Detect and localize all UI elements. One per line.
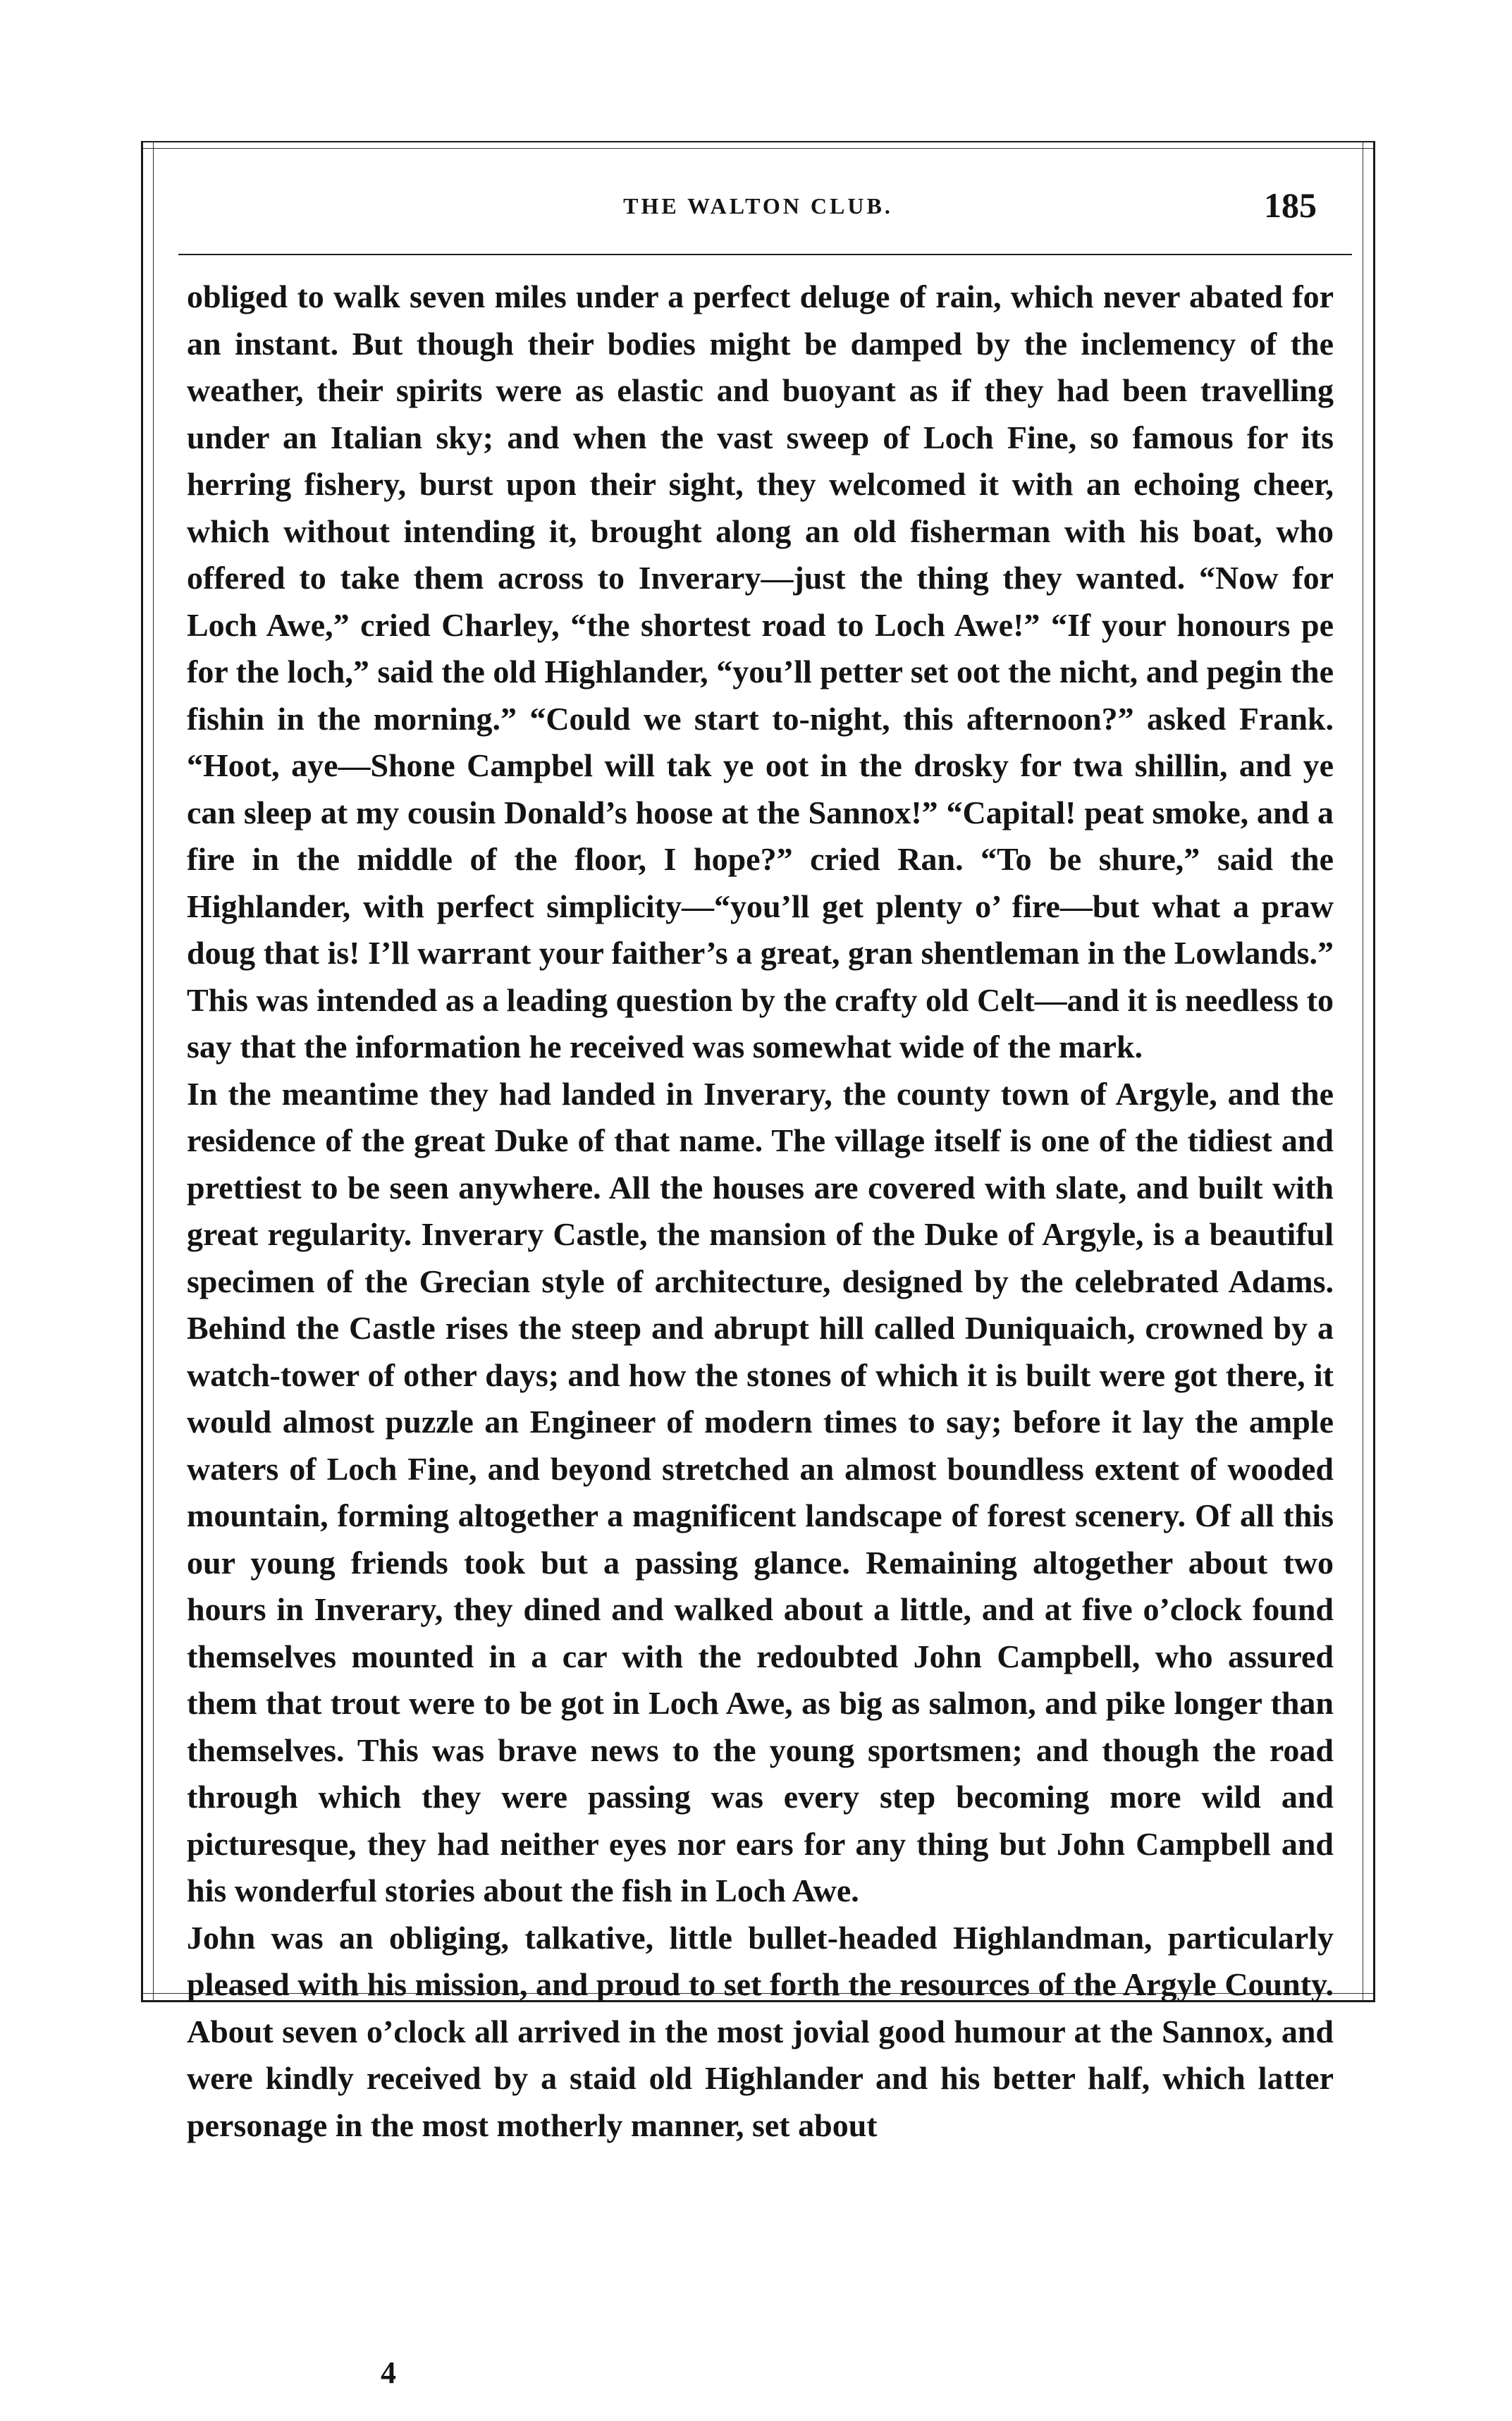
border-top-inner-rule: [143, 148, 1373, 149]
paragraph-2: In the meantime they had landed in Inverary, the county town of Argyle, and the residence of the great Duke of that name. The village itself is one of the tidiest and prettiest to be seen anywhere. All the houses are covered with slate, and built with great regularity. Inverary Castle, the mansion of the Duke of Argyle, is a beautiful specimen of the Grecian style of architecture, designed by the celebrated Adams. Behind the Castle rises the steep and abrupt hill called Duniquaich, crowned by a watch-tower of other days; and how the stones of which it is built were got there, it would almost puzzle an Engineer of modern times to say; before it lay the ample waters of Loch Fine, and beyond stretched an almost boundless extent of wooded mountain, forming altogether a magnificent landscape of forest scenery. Of all this our young friends took but a passing glance. Remaining altogether about two hours in Inverary, they dined and walked about a little, and at five o’clock found themselves mounted in a car with the redoubted John Campbell, who assured them that trout were to be got in Loch Awe, as big as salmon, and pike longer than themselves. This was brave news to the young sportsmen; and though the road through which they were passing was every step becoming more wild and picturesque, they had neither eyes nor ears for any thing but John Campbell and his wonderful stories about the fish in Loch Awe.: [187, 1075, 1334, 1908]
signature-mark: 4: [381, 2355, 396, 2390]
running-title: THE WALTON CLUB.: [623, 193, 893, 219]
page-border: [141, 141, 1375, 2143]
border-top-rule: [143, 141, 1373, 142]
header-rule: [178, 254, 1352, 255]
page-number: 185: [1264, 185, 1317, 225]
border-inner-left-rule: [153, 141, 154, 2002]
body-text: [187, 274, 1334, 2149]
running-head: [185, 185, 1331, 234]
paragraph-1: obliged to walk seven miles under a perfect deluge of rain, which never abated for an instant. But though their bodies might be damped by the inclemency of the weather, their spirits were as elastic and buoyant as if they had been travelling under an Italian sky; and when the vast sweep of Loch Fine, so famous for its herring fishery, burst upon their sight, they welcomed it with an echoing cheer, which without intending it, brought along an old fisherman with his boat, who offered to take them across to Inverary—just the thing they wanted. “Now for Loch Awe,” cried Charley, “the shortest road to Loch Awe!” “If your honours pe for the loch,” said the old Highlander, “you’ll petter set oot the nicht, and pegin the fishin in the morning.” “Could we start to-night, this afternoon?” asked Frank. “Hoot, aye—Shone Campbel will tak ye oot in the drosky for twa shillin, and ye can sleep at my cousin Donald’s hoose at the Sannox!” “Capital! peat smoke, and a fire in the middle of the floor, I hope?” cried Ran. “To be shure,” said the Highlander, with perfect simplicity—“you’ll get plenty o’ fire—but what a praw doug that is! I’ll warrant your faither’s a great, gran shentleman in the Lowlands.” This was intended as a leading question by the crafty old Celt—and it is needless to say that the information he received was somewhat wide of the mark.: [187, 278, 1334, 1065]
paragraph-3: John was an obliging, talkative, little bullet-headed Highlandman, particularly pleased with his mission, and proud to set forth the resources of the Argyle County. About seven o’clock all arrived in the most jovial good humour at the Sannox, and were kindly received by a staid old Highlander and his better half, which latter personage in the most motherly manner, set about: [187, 1919, 1334, 2143]
